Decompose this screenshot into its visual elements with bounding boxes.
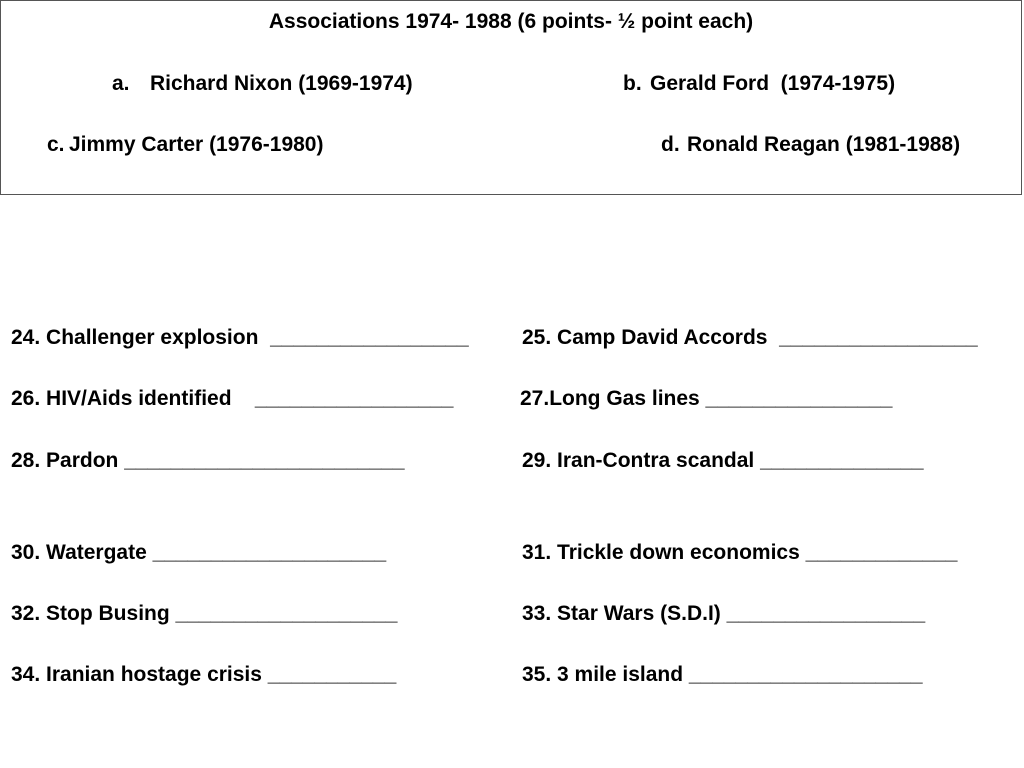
question-33[interactable]: 33. Star Wars (S.D.I) _________________: [522, 602, 926, 625]
option-c-text: Jimmy Carter (1976-1980): [69, 133, 324, 156]
question-31[interactable]: 31. Trickle down economics _____________: [522, 541, 958, 564]
option-b-letter: b.: [623, 72, 642, 95]
question-27[interactable]: 27.Long Gas lines ________________: [520, 387, 893, 410]
option-c-letter: c.: [47, 133, 65, 156]
question-34[interactable]: 34. Iranian hostage crisis ___________: [11, 663, 397, 686]
option-d-letter: d.: [661, 133, 680, 156]
question-24[interactable]: 24. Challenger explosion _________________: [11, 326, 469, 349]
question-26[interactable]: 26. HIV/Aids identified _________________: [11, 387, 454, 410]
question-35[interactable]: 35. 3 mile island ____________________: [522, 663, 923, 686]
question-28[interactable]: 28. Pardon ________________________: [11, 449, 405, 472]
option-a-text: Richard Nixon (1969-1974): [150, 72, 413, 95]
question-25[interactable]: 25. Camp David Accords _________________: [522, 326, 978, 349]
page-title: Associations 1974- 1988 (6 points- ½ point each): [268, 10, 754, 33]
option-a-letter: a.: [112, 72, 130, 95]
option-d-text: Ronald Reagan (1981-1988): [687, 133, 961, 156]
question-29[interactable]: 29. Iran-Contra scandal ______________: [522, 449, 924, 472]
question-30[interactable]: 30. Watergate ____________________: [11, 541, 387, 564]
question-32[interactable]: 32. Stop Busing ___________________: [11, 602, 398, 625]
option-b-text: Gerald Ford (1974-1975): [650, 72, 896, 95]
